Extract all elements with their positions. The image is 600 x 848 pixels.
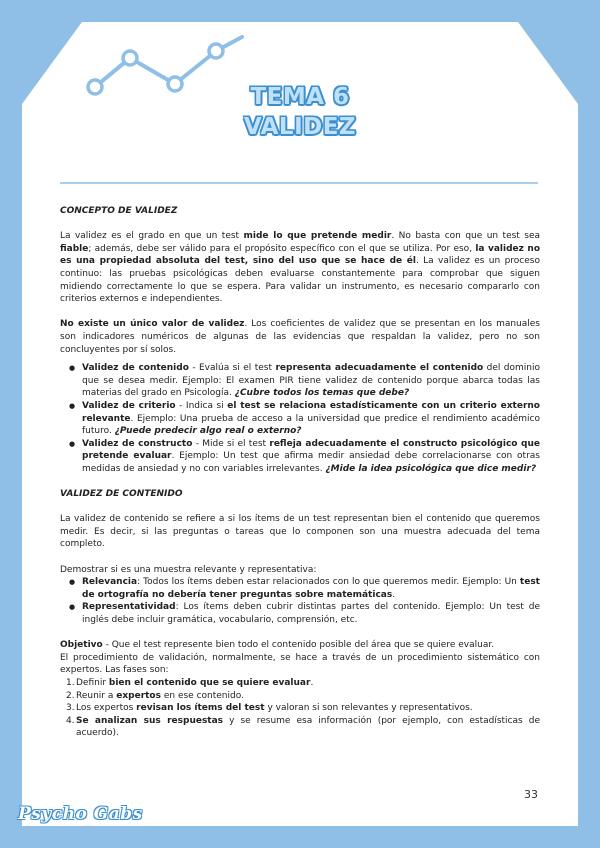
main-content xyxy=(60,205,540,740)
list-item: 4. Se analizan sus respuestas y se resume esa información (por ejemplo, con estadísticas de acuerdo). xyxy=(66,715,540,739)
list-item: 2. Reunir a expertos en ese contenido. xyxy=(66,690,244,701)
paragraph: La validez de contenido se refiere a si los ítems de un test representan bien el contenido que queremos medir. Es decir, si las preguntas o tareas que lo componen son una muestra adecuada del tema completo. xyxy=(60,514,540,550)
section-heading: VALIDEZ DE CONTENIDO xyxy=(60,489,183,500)
section-heading: CONCEPTO DE VALIDEZ xyxy=(60,206,178,216)
paragraph: No existe un único valor de validez. Los coeficientes de validez que se presentan en los manuales son indicadores numéricos de algunas de las evidencias que respaldan la validez, pero no son concluyentes por sí solos. xyxy=(60,319,540,355)
page-title-line1: TEMA 6 xyxy=(250,84,350,110)
list-item: ● Validez de contenido - Evalúa si el test representa adecuadamente el contenido del dominio que se desea medir. Ejemplo: El examen PIR tiene validez de contenido porque abarca todas las materias del grado en Psicología. ¿Cubre todos los temas que debe? xyxy=(82,362,540,400)
procedure-steps xyxy=(66,677,540,740)
divider xyxy=(60,182,538,184)
page-number: 33 xyxy=(524,788,538,801)
validity-types-list xyxy=(82,362,540,475)
paragraph: Objetivo - Que el test represente bien todo el contenido posible del área que se quiere evaluar. xyxy=(60,640,495,651)
content-validity-list xyxy=(82,576,540,626)
page-title-line2: VALIDEZ xyxy=(243,114,357,140)
list-item: 3. Los expertos revisan los ítems del test y valoran si son relevantes y representativos. xyxy=(66,703,473,714)
list-item: ● Validez de constructo - Mide si el test refleja adecuadamente el constructo psicológico que pretende evaluar. Ejemplo: Un test que afirma medir ansiedad debe correlacionarse con otras medidas de ansiedad y no con variables irrelevantes. ¿Mide la idea psicológica que dice medir? xyxy=(82,438,540,476)
list-item: ● Relevancia: Todos los ítems deben estar relacionados con lo que queremos medir. Ejemplo: Un test de ortografía no debería tener preguntas sobre matemáticas. xyxy=(82,576,540,601)
paragraph: Demostrar si es una muestra relevante y representativa: xyxy=(60,564,317,575)
paragraph: El procedimiento de validación, normalmente, se hace a través de un procedimiento sistemático con expertos. Las fases son: xyxy=(60,652,540,676)
paragraph: La validez es el grado en que un test mide lo que pretende medir. No basta con que un test sea fiable; además, debe ser válido para el propósito específico con el que se utiliza. Por eso, la validez no es una propiedad absoluta del test, sino del uso que se hace de él. La validez es un proceso continuo: las pruebas psicológicas deben evaluarse constantemente para comprobar que siguen midiendo correctamente lo que se espera. Para validar un instrumento, es necesario compararlo con criterios externos e independientes. xyxy=(60,231,540,305)
brand-logo: Psycho Gabs xyxy=(18,804,143,824)
list-item: ● Validez de criterio - Indica si el test se relaciona estadísticamente con un criterio externo relevante. Ejemplo: Una prueba de acceso a la universidad que predice el rendimiento académico futuro. ¿Puede predecir algo real o externo? xyxy=(82,400,540,438)
list-item: 1. Definir bien el contenido que se quiere evaluar. xyxy=(66,677,314,688)
list-item: ● Representatividad: Los ítems deben cubrir distintas partes del contenido. Ejemplo: Un test de inglés debe incluir gramática, vocabulario, comprensión, etc. xyxy=(82,601,540,626)
